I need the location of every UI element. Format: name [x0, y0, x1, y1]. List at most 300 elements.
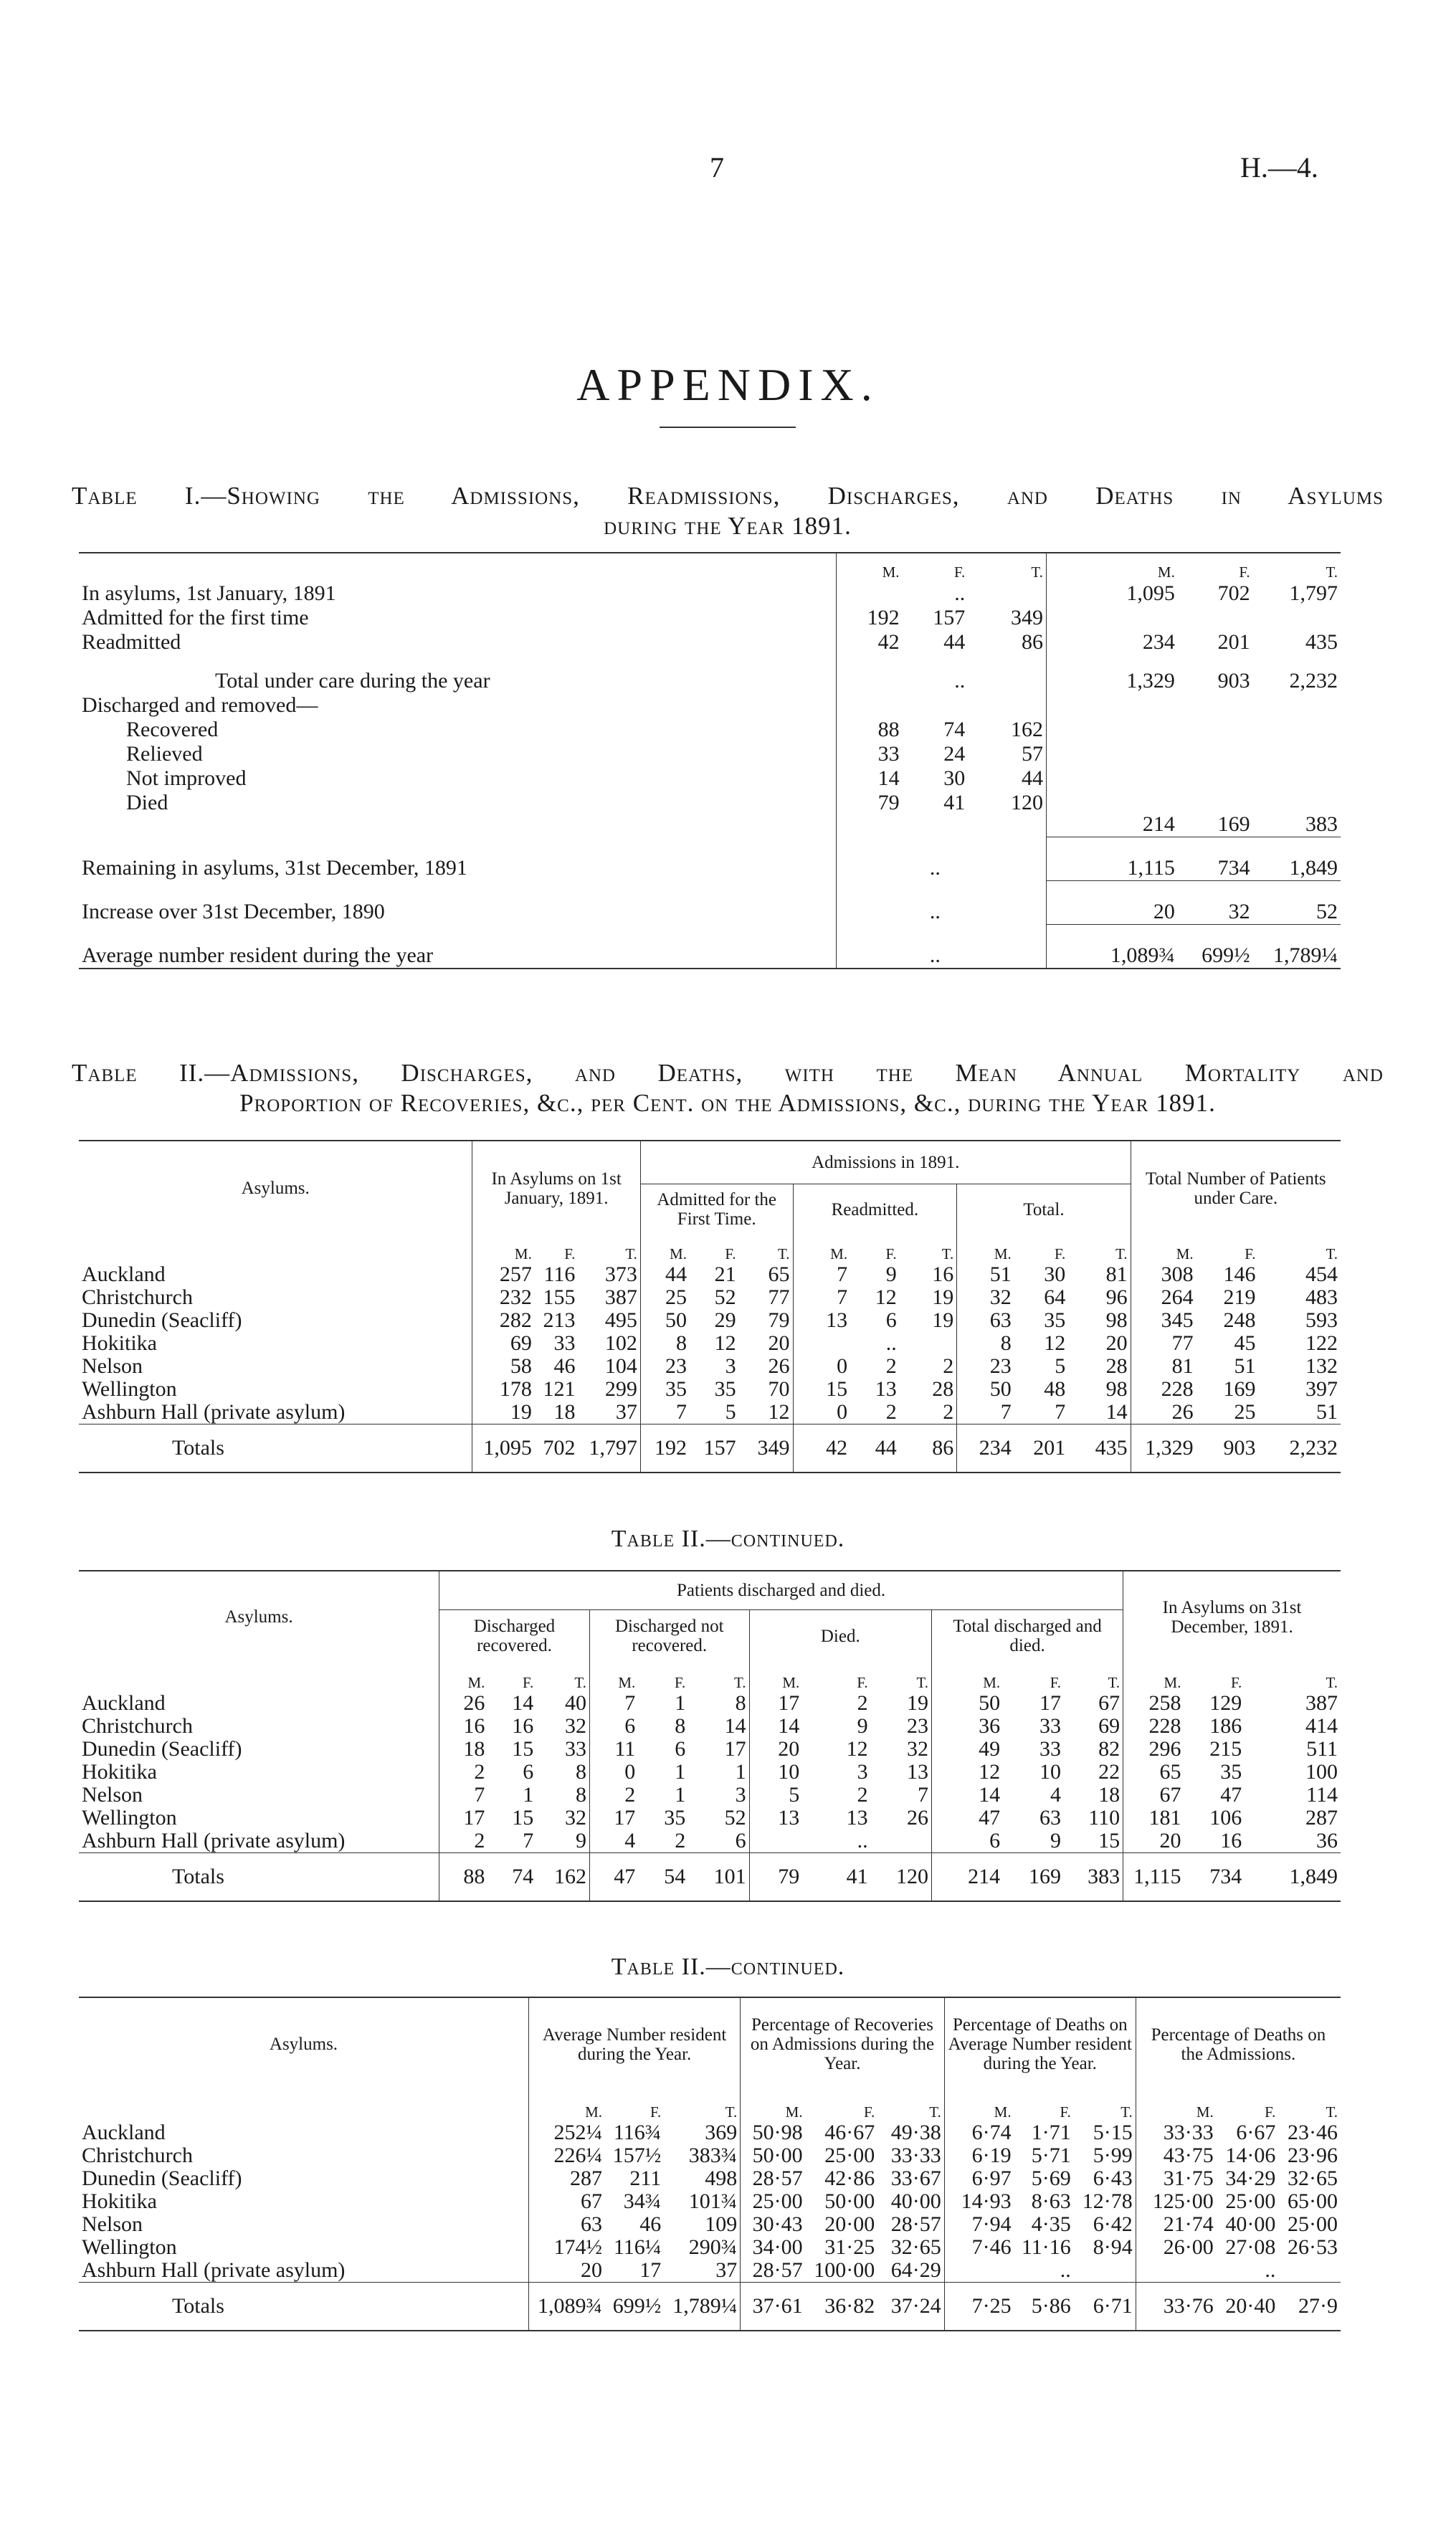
t2-cell: 483 — [1305, 1285, 1338, 1309]
t2-cell: 2 — [943, 1400, 954, 1424]
t2-mft-t: T. — [778, 1245, 790, 1262]
t2-col-total: Total. — [957, 1184, 1131, 1235]
t1-head-f: F. — [954, 563, 966, 581]
t4-cell: 27·08 — [1225, 2235, 1276, 2259]
t2-cell: 6 — [885, 1308, 897, 1332]
t1-row-label: Average number resident during the year — [82, 943, 434, 967]
t1-a-t: 162 — [1010, 718, 1043, 741]
t2-cell: 0 — [793, 1401, 850, 1424]
t3-row-name: Christchurch — [82, 1714, 193, 1738]
t2-col-admissions: Admissions in 1891. — [640, 1141, 1131, 1184]
t3-cell: 0 — [589, 1761, 638, 1784]
table1-head-row — [79, 553, 1341, 581]
t3-row — [79, 1807, 1341, 1830]
t3-cell: 67 — [1098, 1691, 1120, 1715]
t3-mft-m: M. — [749, 1663, 802, 1692]
t3-mft-t: T. — [1326, 1674, 1338, 1691]
t3-cell: 20 — [1123, 1830, 1184, 1853]
t2-cell: 81 — [1131, 1355, 1196, 1378]
t2-total-cell: 1,797 — [578, 1424, 640, 1473]
t2-cell: 121 — [543, 1377, 576, 1401]
t3-cell: 2 — [439, 1761, 488, 1784]
t1-a-m: 33 — [837, 742, 903, 766]
t1-a-m: 42 — [837, 630, 903, 655]
t1-head-f2: F. — [1239, 563, 1250, 581]
t1-a-t: 349 — [1010, 606, 1043, 629]
table2-title-line1: Table II.—Admissions, Discharges, and Deaths, with the Mean Annual Mortality and — [72, 1059, 1384, 1087]
t2-cell: 28 — [1105, 1354, 1128, 1378]
t2-cell: 7 — [957, 1401, 1014, 1424]
t2-cell: 20 — [768, 1331, 790, 1355]
t4-cell: 34¾ — [623, 2189, 662, 2213]
t2-cell: 48 — [1044, 1377, 1066, 1401]
t4-cell: 40·00 — [890, 2189, 941, 2213]
t1-a-t — [968, 693, 1046, 718]
t3-total-cell: 101 — [688, 1853, 749, 1902]
t2-cell: 98 — [1105, 1377, 1128, 1401]
t1-gap — [1046, 837, 1077, 881]
t4-mft-f: F. — [1265, 2103, 1276, 2121]
t1-b-f — [1178, 693, 1253, 718]
t4-cell: 6·67 — [1236, 2121, 1276, 2144]
t1-row-label: Discharged and removed— — [82, 693, 318, 717]
t3-cell: 6 — [931, 1830, 1003, 1853]
t1-b-f: 903 — [1217, 669, 1250, 693]
t2-row — [79, 1355, 1341, 1378]
t1-b-t: 2,232 — [1289, 669, 1338, 693]
t1-b-t — [1253, 606, 1341, 630]
t2-cell: 19 — [932, 1308, 954, 1332]
t4-row — [79, 2236, 1341, 2259]
t3-cell: 16 — [512, 1714, 534, 1738]
t3-total-cell: 383 — [1064, 1853, 1123, 1902]
t3-col-dec: In Asylums on 31st December, 1891. — [1123, 1571, 1341, 1663]
t3-cell: 14 — [724, 1714, 746, 1738]
t4-cell: 157½ — [612, 2144, 662, 2167]
t3-totals-row — [79, 1853, 1341, 1902]
t3-cell: 35 — [1220, 1760, 1242, 1784]
t2-cell: 232 — [472, 1286, 535, 1309]
t2-cell: 104 — [604, 1354, 637, 1378]
t1-row — [79, 693, 1341, 718]
t4-cell: 31·75 — [1136, 2167, 1217, 2190]
t4-cell: 21·74 — [1136, 2213, 1217, 2236]
t3-cell: 387 — [1305, 1691, 1338, 1715]
t4-cell: 50·00 — [741, 2144, 806, 2167]
t4-total-cell: 36·82 — [806, 2283, 878, 2331]
t2-mft-t: T. — [1115, 1245, 1128, 1262]
t2-cell: 50 — [957, 1378, 1014, 1401]
t3-mft-f: F. — [675, 1674, 686, 1691]
t4-mft-blank — [79, 2090, 528, 2121]
t4-mft-f: F. — [1060, 2103, 1071, 2121]
t1-b-f: 32 — [1178, 881, 1253, 925]
t4-row — [79, 2190, 1341, 2213]
t1-b-f: 734 — [1178, 837, 1253, 881]
t1-b-f — [1178, 606, 1253, 630]
t2-cell: 299 — [604, 1377, 637, 1401]
t2-cell: 387 — [604, 1285, 637, 1309]
t2-total-cell: 349 — [739, 1424, 793, 1473]
t2-cell: 7 — [793, 1263, 850, 1286]
t4-cell: 17 — [639, 2258, 662, 2282]
t2-cell: 45 — [1234, 1331, 1256, 1355]
t2-cell: 26 — [768, 1354, 790, 1378]
t4-row — [79, 2213, 1341, 2236]
t1-b-m: 20 — [1077, 881, 1178, 925]
t1-a-f: .. — [929, 943, 941, 967]
t4-cell: 369 — [705, 2121, 738, 2144]
t2-cell: 98 — [1105, 1308, 1128, 1332]
t4-cell: 32·65 — [890, 2235, 941, 2259]
t3-cell: 17 — [439, 1807, 488, 1830]
t2-cell: 8 — [640, 1332, 690, 1355]
t4-cell: 25·00 — [1225, 2189, 1276, 2213]
t3-cell: 17 — [589, 1807, 638, 1830]
t4-cell: 383¾ — [688, 2144, 738, 2167]
t1-row-label: Died — [126, 791, 168, 814]
t3-cell: 26 — [439, 1692, 488, 1715]
t4-col-deaths-avg: Percentage of Deaths on Average Number resident during the Year. — [944, 1997, 1136, 2090]
t4-mft-f: F. — [650, 2103, 662, 2121]
t1-b-t: 383 — [1305, 812, 1338, 836]
t2-cell: 35 — [1044, 1308, 1066, 1332]
t4-total-cell: 5·86 — [1014, 2283, 1074, 2331]
t1-row — [79, 791, 1341, 837]
t2-cell: 155 — [543, 1285, 576, 1309]
t3-cell: 414 — [1305, 1714, 1338, 1738]
t4-cell: 37 — [715, 2258, 738, 2282]
t4-mft-t: T. — [1326, 2103, 1338, 2121]
t2-cell: 13 — [875, 1377, 897, 1401]
t3-total-cell: 734 — [1184, 1853, 1245, 1902]
t1-a-t — [968, 837, 1046, 881]
appendix-title: APPENDIX. — [576, 359, 880, 410]
t4-mft-t: T. — [929, 2103, 941, 2121]
page-number: 7 — [710, 151, 724, 184]
t1-row-label: Increase over 31st December, 1890 — [82, 899, 385, 923]
t4-cell: 6·97 — [944, 2167, 1014, 2190]
t3-cell: 1 — [735, 1760, 746, 1784]
t2-cell: 19 — [932, 1285, 954, 1309]
t3-cell: 23 — [906, 1714, 928, 1738]
t2-cell: 373 — [604, 1262, 637, 1286]
t3-cell: 2 — [857, 1783, 868, 1807]
t3-cell: 287 — [1305, 1806, 1338, 1830]
t2-cell: 64 — [1044, 1285, 1066, 1309]
t1-gap — [1046, 766, 1077, 791]
t4-row-name: Christchurch — [82, 2144, 193, 2167]
t3-total-cell: 79 — [749, 1853, 802, 1902]
t4-cell: 101¾ — [688, 2189, 738, 2213]
t4-row-name: Nelson — [82, 2212, 143, 2236]
t2-cell: 219 — [1223, 1285, 1256, 1309]
t1-gap — [1046, 655, 1077, 693]
t2-total-cell: 234 — [957, 1424, 1014, 1473]
t3-cell: 215 — [1209, 1737, 1242, 1761]
t2-row — [79, 1332, 1341, 1355]
t2-mft-m: M. — [472, 1235, 535, 1263]
t3-cell: 40 — [564, 1691, 586, 1715]
t4-cell: 25·00 — [824, 2144, 875, 2167]
t3-cell: 12 — [846, 1737, 868, 1761]
t2-row-name: Hokitika — [82, 1331, 157, 1355]
t2-cell: 3 — [725, 1354, 736, 1378]
t1-a-f: 41 — [943, 791, 966, 814]
t1-b-f: 169 — [1217, 812, 1250, 836]
t3-total-cell: 162 — [536, 1853, 589, 1902]
t4-row — [79, 2167, 1341, 2190]
t1-a-f: 44 — [943, 630, 966, 654]
t3-cell: 20 — [749, 1738, 802, 1761]
t3-cell: 15 — [1098, 1829, 1120, 1852]
t1-gap — [1046, 693, 1077, 718]
t1-b-m: 234 — [1142, 630, 1175, 654]
t2-total-cell: 44 — [850, 1424, 900, 1473]
t3-cell: 13 — [906, 1760, 928, 1784]
t4-total-cell: 1,789¼ — [664, 2283, 741, 2331]
t4-cell: 5·69 — [1031, 2166, 1071, 2190]
t3-mft-t: T. — [916, 1674, 928, 1691]
t3-row — [79, 1830, 1341, 1853]
t1-a-m — [837, 837, 903, 881]
t4-cell: .. — [1265, 2258, 1276, 2282]
t2-cell: 7 — [1055, 1400, 1066, 1424]
t2-cell: 12 — [768, 1400, 790, 1424]
t3-cell: 2 — [675, 1829, 686, 1852]
t2-cell: 14 — [1105, 1400, 1128, 1424]
t4-cell: 4·35 — [1031, 2212, 1071, 2236]
t2-cell: .. — [885, 1331, 897, 1355]
t2-cell: 9 — [885, 1262, 897, 1286]
t2-cell: 5 — [1055, 1354, 1066, 1378]
t3-row-name: Ashburn Hall (private asylum) — [82, 1829, 346, 1852]
t2-cell: 77 — [768, 1285, 790, 1309]
t2-mft-f: F. — [725, 1245, 736, 1262]
t4-mft-t: T. — [725, 2103, 738, 2121]
t3-col-total: Total discharged and died. — [931, 1609, 1123, 1663]
t2-total-cell: 201 — [1014, 1424, 1068, 1473]
t3-mft-blank — [79, 1663, 439, 1692]
t3-cell: 114 — [1306, 1783, 1338, 1807]
t2-cell: 81 — [1105, 1262, 1128, 1286]
t2-cell: 19 — [472, 1401, 535, 1424]
t2-totals-row — [79, 1424, 1341, 1473]
t1-b-t — [1253, 693, 1341, 718]
t4-cell: 8·94 — [1093, 2235, 1133, 2259]
t4-cell: 109 — [705, 2212, 738, 2236]
t1-b-m — [1077, 766, 1178, 791]
t2-cell: 12 — [1044, 1331, 1066, 1355]
t1-b-m — [1077, 742, 1178, 766]
t3-mft-t: T. — [574, 1674, 586, 1691]
t1-row — [79, 606, 1341, 630]
t1-b-m: 1,089¾ — [1077, 925, 1178, 969]
t1-b-m: 1,329 — [1126, 669, 1175, 693]
t2-cell: 2 — [943, 1354, 954, 1378]
t4-cell: 34·00 — [741, 2236, 806, 2259]
t3-total-cell: 1,849 — [1245, 1853, 1341, 1902]
t2-cell: 26 — [1131, 1401, 1196, 1424]
t3-col-recovered: Discharged recovered. — [439, 1609, 590, 1663]
t1-a-f: 24 — [943, 742, 966, 766]
t4-mft-m: M. — [741, 2090, 806, 2121]
t4-col-avg: Average Number resident during the Year. — [528, 1997, 740, 2090]
t1-a-f — [903, 693, 969, 718]
t1-a-m — [837, 925, 903, 969]
t1-a-m — [837, 693, 903, 718]
table2 — [79, 1140, 1341, 1473]
t2-row-name: Auckland — [82, 1262, 166, 1286]
t4-cell: 11·16 — [1021, 2235, 1071, 2259]
t1-a-t — [968, 925, 1046, 969]
t2-cell: 33 — [553, 1331, 576, 1355]
t2-cell: 454 — [1305, 1262, 1338, 1286]
table3 — [79, 1570, 1341, 1902]
t3-cell: 8 — [575, 1783, 586, 1807]
t2-cell: 5 — [725, 1400, 736, 1424]
t3-cell: 186 — [1209, 1714, 1242, 1738]
t4-cell: 100·00 — [814, 2258, 875, 2282]
t1-row — [79, 718, 1341, 742]
t2-cell: 37 — [615, 1400, 637, 1424]
t2-cell: 13 — [793, 1309, 850, 1332]
t1-a-t: 57 — [1021, 742, 1043, 766]
t3-cell: 2 — [857, 1691, 868, 1715]
t2-cell: 77 — [1131, 1332, 1196, 1355]
t3-cell: 110 — [1088, 1806, 1120, 1830]
t2-cell: 65 — [768, 1262, 790, 1286]
t4-total-cell: 27·9 — [1278, 2283, 1341, 2331]
t4-cell: 31·25 — [824, 2235, 875, 2259]
t2-cell — [900, 1332, 957, 1355]
t1-a-t: 44 — [1021, 766, 1043, 790]
t2-cell: 593 — [1305, 1308, 1338, 1332]
t3-total-cell: 88 — [439, 1853, 488, 1902]
t4-mft-f: F. — [863, 2103, 875, 2121]
table1 — [79, 552, 1341, 969]
t4-cell: 7·94 — [944, 2213, 1014, 2236]
t2-cell: 51 — [1234, 1354, 1256, 1378]
t3-cell: 49 — [931, 1738, 1003, 1761]
t2-row-name: Nelson — [82, 1354, 143, 1378]
t1-row-label: Remaining in asylums, 31st December, 1891 — [82, 855, 467, 880]
t2-row — [79, 1309, 1341, 1332]
t3-col-asylums: Asylums. — [224, 1607, 293, 1627]
t3-row — [79, 1784, 1341, 1807]
document-code: H.—4. — [1240, 151, 1318, 184]
t4-cell — [1278, 2259, 1341, 2283]
t2-cell: 32 — [957, 1286, 1014, 1309]
t3-cell: 11 — [589, 1738, 638, 1761]
t2-cell: 79 — [768, 1308, 790, 1332]
t3-cell: 5 — [749, 1784, 802, 1807]
t3-cell: 10 — [1039, 1760, 1061, 1784]
t4-cell: 67 — [528, 2190, 605, 2213]
t2-col-readmitted: Readmitted. — [793, 1184, 957, 1235]
t4-cell: 287 — [528, 2167, 605, 2190]
t3-row — [79, 1715, 1341, 1738]
t2-mft-m: M. — [640, 1235, 690, 1263]
t3-cell: 15 — [512, 1737, 534, 1761]
t2-col-jan: In Asylums on 1st January, 1891. — [472, 1141, 640, 1235]
t2-cell: 264 — [1131, 1286, 1196, 1309]
t3-total-cell: 54 — [638, 1853, 688, 1902]
t1-b-t: 435 — [1305, 630, 1338, 654]
t2-col-under-care: Total Number of Patients under Care. — [1131, 1141, 1341, 1235]
t2-row — [79, 1263, 1341, 1286]
t2-cell: 2 — [885, 1354, 897, 1378]
t4-total-cell: 37·24 — [877, 2283, 944, 2331]
t3-total-cell: 41 — [802, 1853, 870, 1902]
t2-cell: 0 — [793, 1355, 850, 1378]
t2-cell: 35 — [714, 1377, 736, 1401]
t3-mft-t: T. — [1108, 1674, 1120, 1691]
t2-cell: 116 — [543, 1262, 576, 1286]
t3-cell: .. — [857, 1829, 868, 1852]
t3-cell: 9 — [1050, 1829, 1061, 1852]
t4-totals-row — [79, 2283, 1341, 2331]
t4-mft-row — [79, 2090, 1341, 2121]
t1-b-t: 1,797 — [1289, 581, 1338, 605]
t1-a-f: .. — [929, 899, 941, 923]
t3-mft-m: M. — [1123, 1663, 1184, 1692]
t1-b-t: 1,789¼ — [1253, 925, 1341, 969]
t1-row-label: Not improved — [126, 766, 247, 790]
t1-gap — [1046, 742, 1077, 766]
table4 — [79, 1997, 1341, 2331]
t4-cell: 28·57 — [890, 2212, 941, 2236]
t2-mft-t: T. — [941, 1245, 954, 1262]
t4-totals-label: Totals — [79, 2283, 528, 2331]
table3-continued: Table II.—continued. — [611, 1526, 845, 1552]
t3-mft-m: M. — [439, 1663, 488, 1692]
t2-cell: 16 — [932, 1262, 954, 1286]
t4-cell: 7·46 — [944, 2236, 1014, 2259]
t3-row — [79, 1692, 1341, 1715]
t1-b-t: 52 — [1253, 881, 1341, 925]
t3-total-cell: 47 — [589, 1853, 638, 1902]
table1-title-line2: during the Year 1891. — [604, 512, 852, 540]
t3-totals-label: Totals — [79, 1853, 439, 1902]
t4-cell: 6·19 — [944, 2144, 1014, 2167]
t1-gap — [1046, 606, 1077, 630]
t2-mft-row — [79, 1235, 1341, 1263]
t1-a-f: 157 — [933, 606, 966, 629]
t3-row-name: Hokitika — [82, 1760, 157, 1784]
t3-cell: 26 — [906, 1806, 928, 1830]
t2-col-asylums: Asylums. — [241, 1179, 310, 1198]
t1-a-t — [968, 881, 1046, 925]
t1-gap — [1046, 925, 1077, 969]
t2-row-name: Christchurch — [82, 1285, 193, 1309]
t3-cell: 16 — [439, 1715, 488, 1738]
t4-cell: 125·00 — [1136, 2190, 1217, 2213]
t3-cell: 69 — [1098, 1714, 1120, 1738]
t4-cell: 174½ — [528, 2236, 605, 2259]
t2-cell: 44 — [640, 1263, 690, 1286]
t1-b-t: 1,849 — [1253, 837, 1341, 881]
t3-cell: 32 — [564, 1806, 586, 1830]
t4-cell: 5·71 — [1031, 2144, 1071, 2167]
t4-cell: 49·38 — [890, 2121, 941, 2144]
t3-cell: 17 — [1039, 1691, 1061, 1715]
t3-cell: 22 — [1098, 1760, 1120, 1784]
t2-cell: 96 — [1105, 1285, 1128, 1309]
t4-cell: 14·93 — [944, 2190, 1014, 2213]
t3-cell: 6 — [589, 1715, 638, 1738]
t2-cell: 70 — [768, 1377, 790, 1401]
